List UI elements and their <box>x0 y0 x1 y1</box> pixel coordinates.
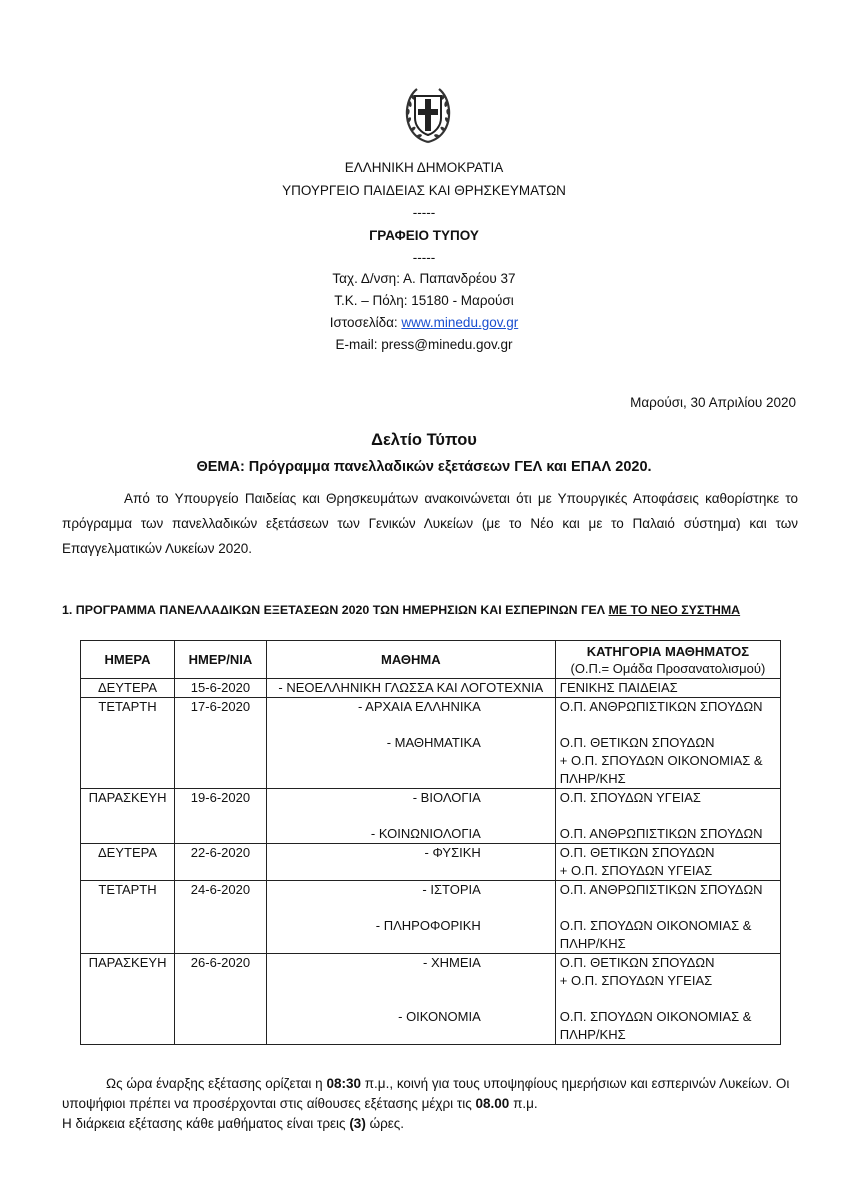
cell-day <box>81 789 175 844</box>
cell-day <box>81 881 175 954</box>
category-text: ΓΕΝΙΚΗΣ ΠΑΙΔΕΙΑΣ <box>559 680 678 695</box>
section-heading-text: 1. ΠΡΟΓΡΑΜΜΑ ΠΑΝΕΛΛΑΔΙΚΩΝ ΕΞΕΤΑΣΕΩΝ 2020 ΤΩΝ ΗΜΕΡΗΣΙΩΝ ΚΑΙ ΕΣΠΕΡΙΝΩΝ ΓΕΛ <box>62 603 609 617</box>
duration-text: Η διάρκεια εξέτασης κάθε μαθήματος είναι τρεις <box>62 1116 350 1131</box>
start-time-text: Ως ώρα έναρξης εξέτασης ορίζεται η <box>106 1076 327 1091</box>
arrival-time-value: 08.00 <box>475 1096 510 1111</box>
category-text: Ο.Π. ΘΕΤΙΚΩΝ ΣΠΟΥΔΩΝ <box>559 955 715 970</box>
website-label: Ιστοσελίδα: <box>329 315 402 330</box>
table-row <box>81 698 781 789</box>
subject-text: - ΚΟΙΝΩΝΙΟΛΟΓΙΑ <box>370 826 481 841</box>
start-time-text-2: π.μ., κοινή για τους υποψηφίους ημερήσιων και εσπερινών Λυκείων. Οι υποψήφιοι πρέπει να προσέρχονται στις αίθουσες εξέτασης μέχρι τις <box>62 1076 790 1111</box>
date-text: 15-6-2020 <box>190 680 251 695</box>
section-heading-underlined: ΜΕ ΤΟ ΝΕΟ ΣΥΣΤΗΜΑ <box>608 603 741 617</box>
subject-text: - ΧΗΜΕΙΑ <box>423 955 481 970</box>
cell-date <box>175 954 267 1045</box>
category-text: Ο.Π. ΘΕΤΙΚΩΝ ΣΠΟΥΔΩΝ <box>559 845 715 860</box>
header-category-note: (Ο.Π.= Ομάδα Προσανατολισμού) <box>570 660 766 676</box>
date-text: 24-6-2020 <box>190 882 251 897</box>
cell-day <box>81 698 175 789</box>
cell-category <box>555 679 780 698</box>
start-time-paragraph <box>62 1074 802 1114</box>
table-row <box>81 881 781 954</box>
cell-category <box>555 789 780 844</box>
cell-subject <box>266 679 555 698</box>
start-time-text-3: π.μ. <box>509 1096 538 1111</box>
website-link[interactable]: www.minedu.gov.gr <box>401 315 519 330</box>
day-text: ΠΑΡΑΣΚΕΥΗ <box>88 955 167 970</box>
cell-subject <box>266 881 555 954</box>
subject-text: - ΒΙΟΛΟΓΙΑ <box>412 790 481 805</box>
duration-text-2: ώρες. <box>365 1116 405 1131</box>
date-text: 17-6-2020 <box>190 699 251 714</box>
day-text: ΤΕΤΑΡΤΗ <box>98 699 157 714</box>
republic-name: ΕΛΛΗΝΙΚΗ ΔΗΜΟΚΡΑΤΙΑ <box>344 160 504 175</box>
document-title: Δελτίο Τύπου <box>371 431 477 449</box>
email-line: E-mail: press@minedu.gov.gr <box>335 337 513 352</box>
table-row <box>81 789 781 844</box>
subject-text: - ΑΡΧΑΙΑ ΕΛΛΗΝΙΚΑ <box>357 699 481 714</box>
day-text: ΠΑΡΑΣΚΕΥΗ <box>88 790 167 805</box>
category-text <box>560 990 776 1008</box>
header-separator: ----- <box>412 205 436 220</box>
subject-text <box>271 935 551 953</box>
postal-address: Ταχ. Δ/νση: Α. Παπανδρέου 37 <box>332 271 516 286</box>
subject-text: - ΠΛΗΡΟΦΟΡΙΚΗ <box>375 918 481 933</box>
subject-text <box>271 990 551 1008</box>
date-text: 19-6-2020 <box>190 790 251 805</box>
category-text: + Ο.Π. ΣΠΟΥΔΩΝ ΟΙΚΟΝΟΜΙΑΣ & <box>559 753 763 768</box>
category-text <box>560 899 776 917</box>
subject-text: - ΝΕΟΕΛΛΗΝΙΚΗ ΓΛΩΣΣΑ ΚΑΙ ΛΟΓΟΤΕΧΝΙΑ <box>278 680 544 695</box>
category-text: + Ο.Π. ΣΠΟΥΔΩΝ ΥΓΕΙΑΣ <box>559 973 713 988</box>
cell-date <box>175 679 267 698</box>
category-text: ΠΛΗΡ/ΚΗΣ <box>559 771 626 786</box>
start-time-value: 08:30 <box>326 1076 361 1091</box>
exam-schedule-table <box>80 640 781 1045</box>
category-text: Ο.Π. ΑΝΘΡΩΠΙΣΤΙΚΩΝ ΣΠΟΥΔΩΝ <box>559 826 763 841</box>
date-text: 26-6-2020 <box>190 955 251 970</box>
cell-category <box>555 698 780 789</box>
cell-date <box>175 789 267 844</box>
duration-paragraph <box>62 1114 802 1134</box>
cell-subject <box>266 844 555 881</box>
category-text <box>560 716 776 734</box>
header-subject: ΜΑΘΗΜΑ <box>266 641 555 679</box>
day-text: ΤΕΤΑΡΤΗ <box>98 882 157 897</box>
category-text: ΠΛΗΡ/ΚΗΣ <box>559 936 626 951</box>
table-row <box>81 954 781 1045</box>
category-text: + Ο.Π. ΣΠΟΥΔΩΝ ΥΓΕΙΑΣ <box>559 863 713 878</box>
section-heading <box>62 603 802 617</box>
cell-day <box>81 679 175 698</box>
subject-text <box>271 752 551 770</box>
cell-category <box>555 844 780 881</box>
table-row <box>81 844 781 881</box>
category-text: Ο.Π. ΑΝΘΡΩΠΙΣΤΙΚΩΝ ΣΠΟΥΔΩΝ <box>559 699 763 714</box>
cell-date <box>175 844 267 881</box>
ministry-name: ΥΠΟΥΡΓΕΙΟ ΠΑΙΔΕΙΑΣ ΚΑΙ ΘΡΗΣΚΕΥΜΑΤΩΝ <box>282 183 566 198</box>
header-category-title: ΚΑΤΗΓΟΡΙΑ ΜΑΘΗΜΑΤΟΣ <box>586 643 750 659</box>
category-text: Ο.Π. ΑΝΘΡΩΠΙΣΤΙΚΩΝ ΣΠΟΥΔΩΝ <box>559 882 763 897</box>
day-text: ΔΕΥΤΕΡΑ <box>98 845 158 860</box>
cell-date <box>175 698 267 789</box>
category-text <box>560 807 776 825</box>
cell-date <box>175 881 267 954</box>
cell-subject <box>266 789 555 844</box>
greek-coat-of-arms-emblem <box>404 84 452 146</box>
header-day: ΗΜΕΡΑ <box>81 641 175 679</box>
cell-day <box>81 954 175 1045</box>
subject-text <box>271 807 551 825</box>
subject-text: - ΦΥΣΙΚΗ <box>424 845 481 860</box>
subject-text: - ΜΑΘΗΜΑΤΙΚΑ <box>386 735 481 750</box>
category-text: Ο.Π. ΣΠΟΥΔΩΝ ΟΙΚΟΝΟΜΙΑΣ & <box>559 918 752 933</box>
cell-category <box>555 954 780 1045</box>
subject-text <box>271 972 551 990</box>
press-office-title: ΓΡΑΦΕΙΟ ΤΥΠΟΥ <box>369 228 479 243</box>
document-subject: ΘΕΜΑ: Πρόγραμμα πανελλαδικών εξετάσεων ΓΕΛ και ΕΠΑΛ 2020. <box>196 459 652 475</box>
subject-text: - ΟΙΚΟΝΟΜΙΑ <box>398 1009 481 1024</box>
table-body <box>81 679 781 1045</box>
day-text: ΔΕΥΤΕΡΑ <box>98 680 158 695</box>
header-separator: ----- <box>412 250 436 265</box>
duration-value: (3) <box>349 1116 366 1131</box>
category-text: ΠΛΗΡ/ΚΗΣ <box>559 1027 626 1042</box>
header-category <box>555 641 780 679</box>
table-header-row <box>81 641 781 679</box>
website-line <box>0 315 848 330</box>
document-date: Μαρούσι, 30 Απριλίου 2020 <box>630 395 796 410</box>
date-text: 22-6-2020 <box>190 845 251 860</box>
cell-subject <box>266 698 555 789</box>
intro-paragraph: Από το Υπουργείο Παιδείας και Θρησκευμάτων ανακοινώνεται ότι με Υπουργικές Αποφάσεις καθορίστηκε το πρόγραμμα των πανελλαδικών εξετάσεων των Γενικών Λυκείων (με το Νέο και με το Παλαιό σύστημα) και των Επαγγελματικών Λυκείων 2020. <box>62 491 798 556</box>
cell-subject <box>266 954 555 1045</box>
postal-code-city: Τ.Κ. – Πόλη: 15180 - Μαρούσι <box>334 293 514 308</box>
subject-text: - ΙΣΤΟΡΙΑ <box>422 882 481 897</box>
table-row <box>81 679 781 698</box>
subject-text <box>271 1026 551 1044</box>
category-text: Ο.Π. ΣΠΟΥΔΩΝ ΥΓΕΙΑΣ <box>559 790 701 805</box>
subject-text <box>271 862 551 880</box>
subject-text <box>271 770 551 788</box>
category-text: Ο.Π. ΘΕΤΙΚΩΝ ΣΠΟΥΔΩΝ <box>559 735 715 750</box>
category-text: Ο.Π. ΣΠΟΥΔΩΝ ΟΙΚΟΝΟΜΙΑΣ & <box>559 1009 752 1024</box>
subject-text <box>271 899 551 917</box>
cell-category <box>555 881 780 954</box>
cell-day <box>81 844 175 881</box>
header-date: ΗΜΕΡ/ΝΙΑ <box>175 641 267 679</box>
subject-text <box>271 716 551 734</box>
